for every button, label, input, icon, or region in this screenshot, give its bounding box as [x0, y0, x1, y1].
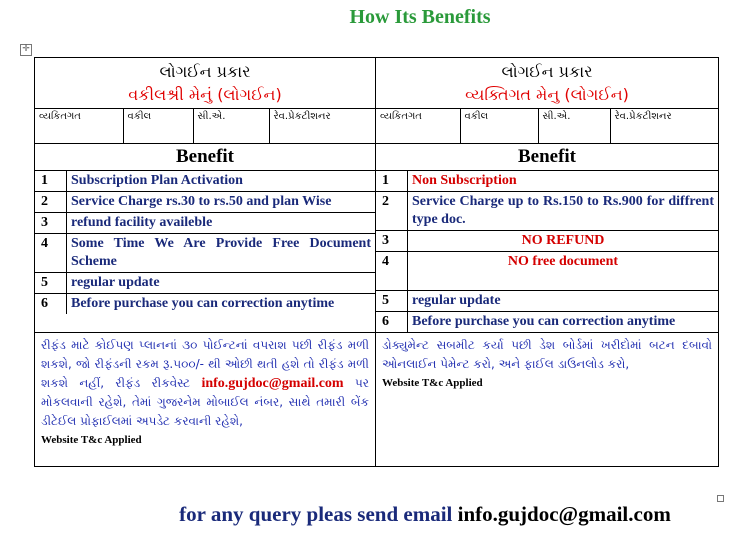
right-row-3 [376, 231, 718, 252]
row-text: NO REFUND [408, 231, 719, 252]
row-text: Non Subscription [412, 173, 517, 188]
left-type-individual: વ્યકિતગત [35, 109, 123, 143]
left-type-lawyer: વકીલ [123, 109, 193, 143]
left-row-4 [35, 234, 375, 273]
right-row-1 [376, 171, 718, 192]
right-type-practitioner: રેવ.પ્રેકટીશનર [614, 111, 672, 122]
row-number: 3 [376, 231, 408, 252]
right-row-2 [376, 192, 718, 231]
row-number: 6 [376, 312, 408, 333]
right-benefit-list [376, 171, 719, 333]
left-row-1 [35, 171, 375, 192]
left-type-ca: સી.એ. [193, 109, 269, 143]
right-header [376, 58, 719, 109]
right-type-lawyer: વકીલ [460, 109, 538, 143]
row-text: refund facility availeble [67, 213, 376, 234]
row-text: Service Charge up to Rs.150 to Rs.900 for diffrent type doc. [408, 192, 719, 231]
right-note-text: ડોક્યુમેન્ટ સબમીટ કર્યા પછી ડેશ બોર્ડમાં ખરીદોમાં બટન દબાવો ઓનલાઈન પેમેન્ટ કરો, અને ફાઈલ ડાઉનલોડ કરો, [382, 338, 712, 371]
left-benefit-list [35, 171, 376, 333]
left-note-part1: રીફંડ માટે કોઈપણ પ્લાનનાં ૩૦ પોઈન્ટનાં વપરાશ પછી રીફંડ મળી શકશે, જો રીફંડની રકમ રૂ.૫૦૦/- થી ઓછી થતી હશે તો રીફંડ મળી શકશે નહીં, રીફંડ રીકવેસ્ટ [41, 338, 369, 390]
left-type-row [35, 109, 376, 144]
right-type-row [376, 109, 719, 144]
row-number: 3 [35, 213, 67, 234]
row-text: Before purchase you can correction anytime [67, 294, 376, 315]
right-header-line1: લોગઈન પ્રકાર [501, 62, 593, 81]
row-text: Subscription Plan Activation [71, 173, 243, 188]
page-title: How Its Benefits [349, 6, 491, 28]
left-refund-note [35, 333, 376, 467]
row-text: Before purchase you can correction anytime [408, 312, 719, 333]
left-header [35, 58, 376, 109]
row-text: Some Time We Are Provide Free Document Scheme [67, 234, 376, 273]
left-terms-note: Website T&c Applied [41, 434, 142, 446]
left-benefit-title: Benefit [35, 144, 376, 171]
left-row-3 [35, 213, 375, 234]
row-text: regular update [408, 291, 719, 312]
row-number: 4 [376, 252, 408, 291]
left-header-line1: લોગઈન પ્રકાર [159, 62, 251, 81]
row-number: 2 [35, 192, 67, 213]
right-type-individual: વ્યકિતગત [376, 109, 460, 143]
row-number: 1 [35, 171, 67, 192]
left-note-part2: પર મોકલવાની રહેશે, તેમાં ગુજરનેમ મોબાઈલ નંબર, સાથે તમારી બેંક ડીટેઈલ પ્રોફાઈલમાં અપડેટ કરવાની રહેશે, [41, 376, 369, 428]
left-type-practitioner: રેવ.પ્રેકટીશનર [273, 111, 331, 122]
right-row-4 [376, 252, 718, 291]
row-text: NO free document [408, 252, 719, 291]
right-terms-note: Website T&c Applied [382, 377, 483, 389]
right-row-5 [376, 291, 718, 312]
left-row-2 [35, 192, 375, 213]
right-row-6 [376, 312, 718, 333]
right-type-ca: સી.એ. [538, 109, 610, 143]
benefits-table [34, 57, 719, 467]
right-benefit-title: Benefit [376, 144, 719, 171]
row-number: 1 [376, 171, 408, 192]
refund-email-link[interactable]: info.gujdoc@gmail.com [201, 376, 344, 391]
row-number: 2 [376, 192, 408, 231]
left-row-6 [35, 294, 375, 315]
left-row-5 [35, 273, 375, 294]
contact-footer [0, 501, 730, 527]
right-download-note [376, 333, 719, 467]
row-number: 5 [376, 291, 408, 312]
footer-email-link[interactable]: info.gujdoc@gmail.com [457, 502, 671, 526]
row-number: 4 [35, 234, 67, 273]
row-number: 6 [35, 294, 67, 315]
right-header-line2: વ્યક્તિગત મેનુ (લોગઈન) [465, 85, 629, 104]
row-number: 5 [35, 273, 67, 294]
move-handle-icon[interactable]: ✛ [20, 44, 32, 56]
row-text: regular update [67, 273, 376, 294]
left-header-line2: વકીલશ્રી મેનું (લોગઈન) [128, 85, 282, 104]
footer-prefix: for any query pleas send email [179, 502, 453, 526]
row-text: Service Charge rs.30 to rs.50 and plan Wise [67, 192, 376, 213]
